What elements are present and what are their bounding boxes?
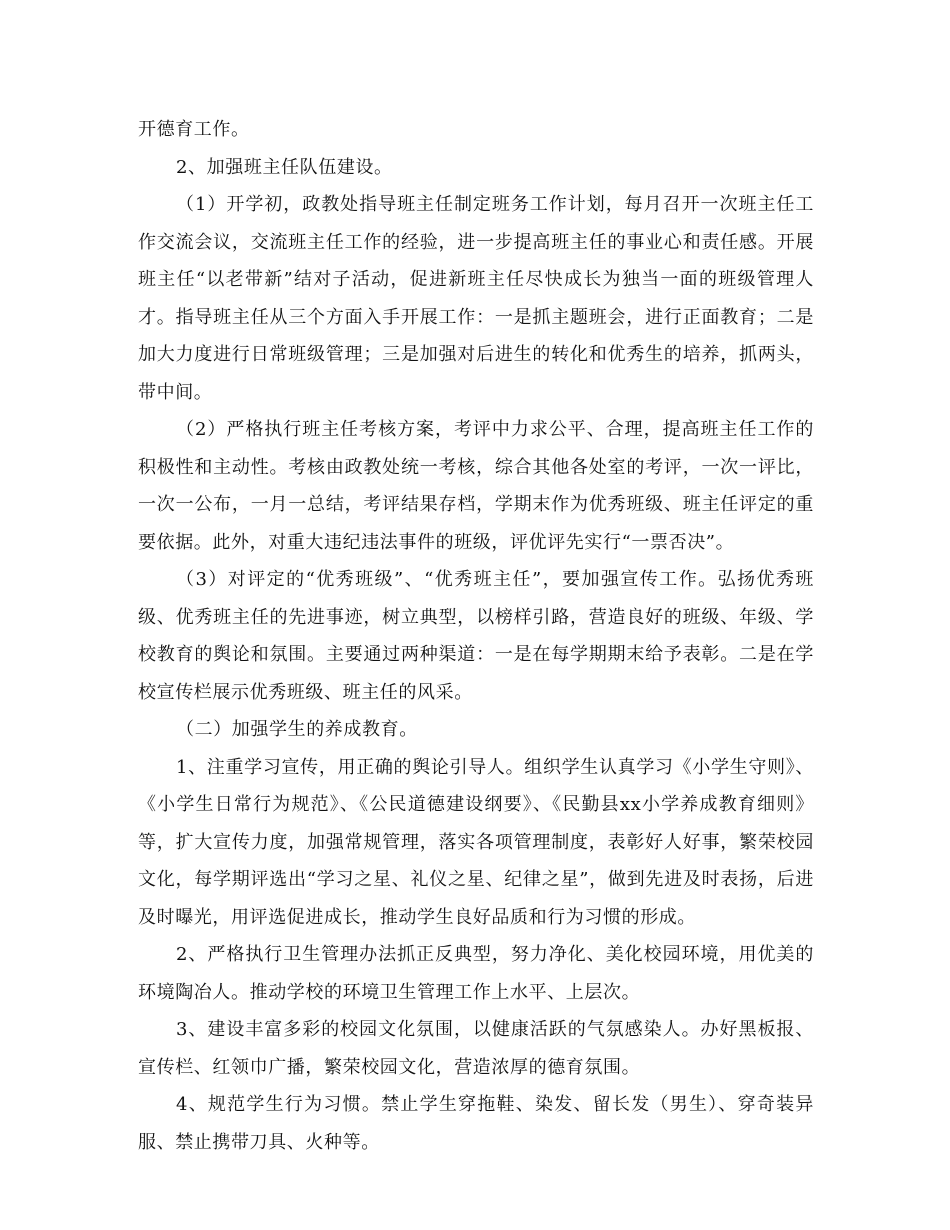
paragraph-2: 2、加强班主任队伍建设。 <box>176 156 393 178</box>
paragraph-4: （2）严格执行班主任考核方案，考评中力求公平、合理，提高班主任工作的积极性和主动性。考核由政教处统一考核，综合其他各处室的考评，一次一评比，一次一公布，一月一总结，考评结果存档，学期末作为优秀班级、班主任评定的重要依据。此外，对重大违纪违法事件的班级，评优评先实行“一票否决”。 <box>138 419 814 553</box>
paragraph-3: （1）开学初，政教处指导班主任制定班务工作计划，每月召开一次班主任工作交流会议，交流班主任工作的经验，进一步提高班主任的事业心和责任感。开展班主任“以老带新”结对子活动，促进新班主任尽快成长为独当一面的班级管理人才。指导班主任从三个方面入手开展工作：一是抓主题班会，进行正面教育；二是加大力度进行日常班级管理；三是加强对后进生的转化和优秀生的培养，抓两头，带中间。 <box>138 194 814 403</box>
document-body <box>138 111 814 1161</box>
paragraph-10: 4、规范学生行为习惯。禁止学生穿拖鞋、染发、留长发（男生）、穿奇装异服、禁止携带刀具、火种等。 <box>138 1094 814 1153</box>
paragraph-6: （二）加强学生的养成教育。 <box>176 719 418 740</box>
paragraph-9: 3、建设丰富多彩的校园文化氛围，以健康活跃的气氛感染人。办好黑板报、宣传栏、红领巾广播，繁荣校园文化，营造浓厚的德育氛围。 <box>138 1019 814 1078</box>
paragraph-8: 2、严格执行卫生管理办法抓正反典型，努力净化、美化校园环境，用优美的环境陶冶人。推动学校的环境卫生管理工作上水平、上层次。 <box>138 944 814 1003</box>
paragraph-7: 1、注重学习宣传，用正确的舆论引导人。组织学生认真学习《小学生守则》、《小学生日常行为规范》、《公民道德建设纲要》、《民勤县xx小学养成教育细则》等，扩大宣传力度，加强常规管理，落实各项管理制度，表彰好人好事，繁荣校园文化，每学期评选出“学习之星、礼仪之星、纪律之星”，做到先进及时表扬，后进及时曝光，用评选促进成长，推动学生良好品质和行为习惯的形成。 <box>138 756 814 928</box>
paragraph-1: 开德育工作。 <box>138 119 250 140</box>
paragraph-5: （3）对评定的“优秀班级”、“优秀班主任”，要加强宣传工作。弘扬优秀班级、优秀班主任的先进事迹，树立典型，以榜样引路，营造良好的班级、年级、学校教育的舆论和氛围。主要通过两种渠道：一是在每学期期末给予表彰。二是在学校宣传栏展示优秀班级、班主任的风采。 <box>138 569 814 703</box>
